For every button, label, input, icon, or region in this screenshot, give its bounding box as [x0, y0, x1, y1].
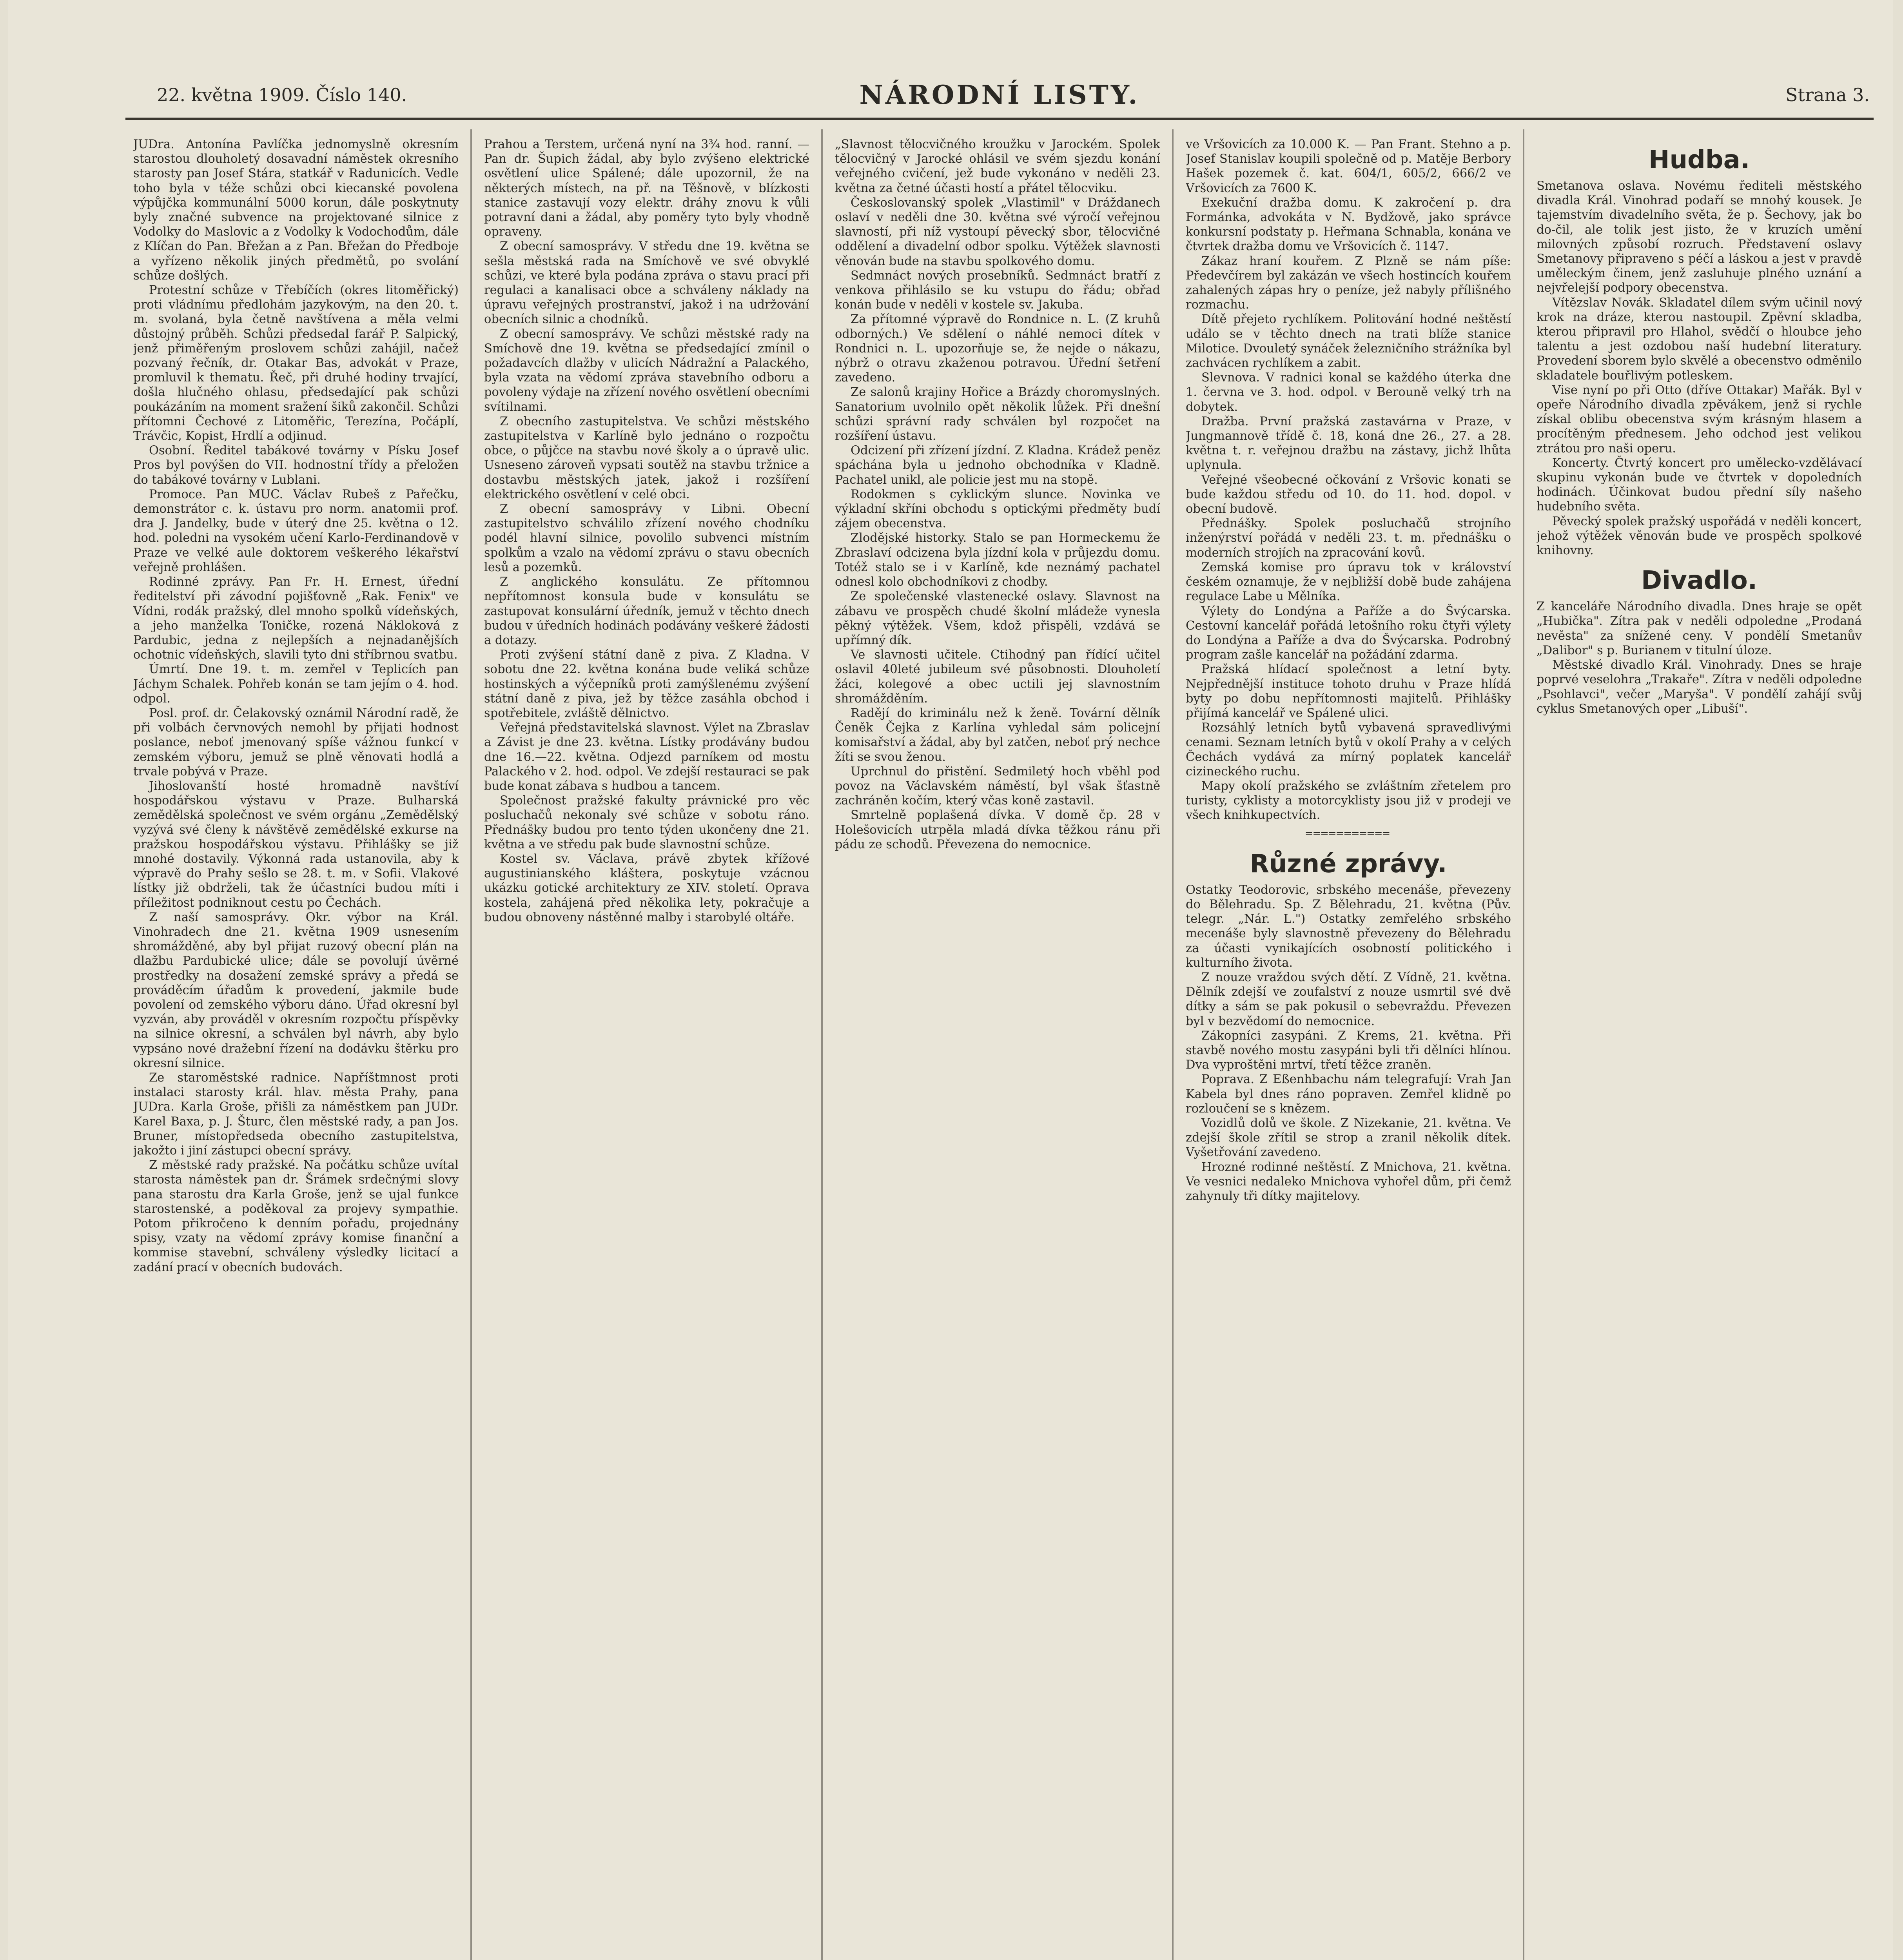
ornament-rule: ═══════════: [1306, 828, 1391, 840]
article-paragraph: Z obecní samosprávy. V středu dne 19. května se sešla městská rada na Smíchově ve své obvyklé schůzi, ve které byla podána zpráva o stavu prací při regulaci a kanalisaci obce a schváleny náklady na úpravu veřejných prostranství, jakož i na udržování obecních silnic a chodníků.: [484, 240, 809, 327]
article-paragraph: Proti zvýšení státní daně z piva. Z Kladna. V sobotu dne 22. května konána bude veliká schůze hostinských a výčepníků proti zamýšlenému zvýšení státní daně z piva, jež by těžce zasáhla obchod i spotřebitele, zvláště dělnictvo.: [484, 648, 809, 720]
article-paragraph: Městské divadlo Král. Vinohrady. Dnes se hraje poprvé veselohra „Trakaře". Zítra v neděli odpoledne „Psohlavci", večer „Maryša". V pondělí zahájí svůj cyklus Smetanových oper „Libuší".: [1537, 658, 1862, 716]
article-paragraph: Rozsáhlý letních bytů vybavená spravedlivými cenami. Seznam letních bytů v okolí Prahy a v celých Čechách vydává za mírný poplatek kancelář cizineckého ruchu.: [1186, 721, 1511, 779]
article-paragraph: Vítězslav Novák. Skladatel dílem svým učinil nový krok na dráze, kterou nastoupil. Zpěvní skladba, kterou připravil pro Hlahol, svědčí o hloubce jeho talentu a jest ozdobou naší hudební literatury. Provedení sborem bylo skvělé a obecenstvo odměnilo skladatele bouřlivým potleskem.: [1537, 296, 1862, 383]
article-paragraph: Úmrtí. Dne 19. t. m. zemřel v Teplicích pan Jáchym Schalek. Pohřeb konán se tam jejím o 4. hod. odpol.: [133, 662, 459, 706]
article-paragraph: Zlodějské historky. Stalo se pan Hormeckemu že Zbraslaví odcizena byla jízdní kola v průjezdu domu. Totéž stalo se i v Karlíně, kde neznámý pachatel odnesl kolo obchodníkovi z chodby.: [835, 531, 1160, 589]
article-paragraph: Z nouze vraždou svých dětí. Z Vídně, 21. května. Dělník zdejší ve zoufalství z nouze usmrtil své dvě dítky a sám se pak pokusil o sebevraždu. Převezen byl v bezvědomí do nemocnice.: [1186, 970, 1511, 1028]
column-5: [1537, 137, 1862, 1960]
article-paragraph: Společnost pražské fakulty právnické pro věc posluchačů nekonaly své schůze v sobotu ráno. Přednášky budou pro tento týden ukončeny dne 21. května a ve středu pak bude slavnostní schůze.: [484, 794, 809, 851]
article-paragraph: Kostel sv. Václava, právě zbytek křížové augustinianského kláštera, poskytuje vzácnou ukázku gotické architektury ze XIV. století. Oprava kostela, zahájená před několika lety, pokračuje a budou obnoveny nástěnné malby i starobylé oltáře.: [484, 852, 809, 924]
article-paragraph: „Slavnost tělocvičného kroužku v Jarockém. Spolek tělocvičný v Jarocké ohlásil ve svém sjezdu konání veřejného cvičení, jež bude vykonáno v neděli 23. května za četné účasti hostí a přátel tělocviku.: [835, 138, 1160, 195]
article-paragraph: ve Vršovicích za 10.000 K. — Pan Frant. Stehno a p. Josef Stanislav koupili společně od p. Matěje Berbory Hašek pozemek č. kat. 604/1, 605/2, 666/2 ve Vršovicích za 7600 K.: [1186, 138, 1511, 195]
article-paragraph: Ze staroměstské radnice. Napříštmnost proti instalaci starosty král. hlav. města Prahy, pana JUDra. Karla Groše, přišli za náměstkem pan JUDr. Karel Baxa, p. J. Šturc, člen městské rady, a pan Jos. Bruner, místopředseda obecního zastupitelstva, jakožto i jiní zástupci obecní správy.: [133, 1071, 459, 1158]
article-paragraph: Hrozné rodinné neštěstí. Z Mnichova, 21. května. Ve vesnici nedaleko Mnichova vyhořel dům, při čemž zahynuly tři dítky majitelovy.: [1186, 1160, 1511, 1203]
column-divider: [1523, 129, 1524, 1960]
article-paragraph: Z obecního zastupitelstva. Ve schůzi městského zastupitelstva v Karlíně bylo jednáno o rozpočtu obce, o půjčce na stavbu nové školy a o úpravě ulic. Usneseno zároveň vypsati soutěž na stavbu tržnice a dostavbu městských jatek, jakož i rozšíření elektrického osvětlení v celé obci.: [484, 414, 809, 501]
article-paragraph: Rodokmen s cyklickým slunce. Novinka ve výkladní skříni obchodu s optickými předměty budí zájem obecenstva.: [835, 487, 1160, 531]
header-rule: [125, 118, 1874, 120]
article-paragraph: Mapy okolí pražského se zvláštním zřetelem pro turisty, cyklisty a motorcyklisty jsou již v prodeji ve všech knihkupectvích.: [1186, 779, 1511, 822]
article-paragraph: Zákopníci zasypáni. Z Krems, 21. května. Při stavbě nového mostu zasypáni byli tři dělníci hlínou. Dva vyproštěni mrtví, třetí těžce zraněn.: [1186, 1029, 1511, 1072]
column-divider: [1172, 129, 1174, 1960]
article-paragraph: Poprava. Z Eßenhbachu nám telegrafují: Vrah Jan Kabela byl dnes ráno popraven. Zemřel klidně po rozloučení se s knězem.: [1186, 1073, 1511, 1116]
article-paragraph: Ze společenské vlastenecké oslavy. Slavnost na zábavu ve prospěch chudé školní mládeže vynesla pěkný výtěžek. Všem, kdož přispěli, vzdává se upřímný dík.: [835, 590, 1160, 647]
column-4: [1186, 137, 1511, 1960]
article-paragraph: Ze salonů krajiny Hořice a Brázdy choromyslných. Sanatorium uvolnilo opět několik lůžek. Při dnešní schůzi správní rady schválen byl rozpočet na rozšíření ústavu.: [835, 385, 1160, 443]
column-divider: [821, 129, 823, 1960]
column-1: [133, 137, 459, 1960]
article-paragraph: Z obecní samosprávy. Ve schůzi městské rady na Smíchově dne 19. května se předsedající zmínil o požadavcích dlažby v ulicích Nádražní a Palackého, byla vzata na vědomí zpráva stavebního odboru a povoleny výdaje na zřízení nového osvětlení obecními svítilnami.: [484, 327, 809, 414]
section-heading: Různé zprávy.: [1250, 849, 1447, 878]
section-heading: Divadlo.: [1641, 566, 1757, 595]
article-paragraph: Z naší samosprávy. Okr. výbor na Král. Vinohradech dne 21. května 1909 usnesením shromážděné, aby byl přijat ruzový obecní plán na dlažbu Pardubické ulice; dále se povolují úvěrné prostředky na dosažení zemské správy a předá se prováděcím úřadům k provedení, jakmile bude povolení od zemského výboru dáno. Úřad okresní byl vyzván, aby prováděl v okresním rozpočtu příspěvky na silnice okresní, a schválen byl návrh, aby bylo vypsáno nové dražební řízení na dodávku štěrku pro okresní silnice.: [133, 910, 459, 1070]
column-divider: [470, 129, 472, 1960]
article-paragraph: Promoce. Pan MUC. Václav Rubeš z Pařečku, demonstrátor c. k. ústavu pro norm. anatomii prof. dra J. Jandelky, bude v úterý dne 25. května o 12. hod. poledni na vysokém učení Karlo-Ferdinandově v Praze ve velké aule doktorem veškerého lékařství veřejně prohlášen.: [133, 487, 459, 574]
issue-date: 22. května 1909. Číslo 140.: [157, 84, 407, 105]
article-paragraph: Jihoslovanští hosté hromadně navštíví hospodářskou výstavu v Praze. Bulharská zemědělská společnost ve svém orgánu „Zemědělský vyzývá své členy k návštěvě zemědělské exkurse na pražskou hospodářskou výstavu. Přihlášky se již mnohé dostavily. Výkonná rada ustanovila, aby k výpravě do Prahy sešlo se 28. t. m. v Sofii. Vlakové lístky již obdrželi, tak že účastníci budou míti i příležitost podniknout cestu po Čechách.: [133, 779, 459, 910]
article-paragraph: Veřejná představitelská slavnost. Výlet na Zbraslav a Závist je dne 23. května. Lístky prodávány budou dne 16.—22. května. Odjezd parníkem od mostu Palackého v 2. hod. odpol. Ve zdejší restauraci se pak bude konat zábava s hudbou a tancem.: [484, 721, 809, 793]
article-paragraph: Koncerty. Čtvrtý koncert pro umělecko-vzdělávací skupinu vykonán bude ve čtvrtek v dopoledních hodinách. Účinkovat budou přední síly našeho hudebního světa.: [1537, 456, 1862, 514]
article-paragraph: Smetanova oslava. Novému řediteli městského divadla Král. Vinohrad podaří se mnohý kousek. Je tajemstvím divadelního světa, že p. Šechovy, jak bo do-čil, ale tolik jest jisto, že v kruzích umění milovných způsobí rozruch. Představení oslavy Smetanovy připraveno s péčí a láskou a jest v pravdě uměleckým činem, jenž zasluhuje plného uznání a nejvřelejší podpory obecenstva.: [1537, 179, 1862, 295]
article-paragraph: Zemská komise pro úpravu tok v království českém oznamuje, že v nejbližší době bude zahájena regulace Labe u Mělníka.: [1186, 560, 1511, 604]
article-paragraph: Dítě přejeto rychlíkem. Politování hodné neštěstí událo se v těchto dnech na trati blíže stanice Milotice. Dvouletý synáček železničního strážníka byl zachvácen rychlíkem a zabit.: [1186, 312, 1511, 370]
article-paragraph: Českoslovanský spolek „Vlastimil" v Dráždanech oslaví v neděli dne 30. května své výročí veřejnou slavností, při níž vystoupí pěvecký sbor, tělocvičné oddělení a divadelní odbor spolku. Výtěžek slavnosti věnován bude na stavbu spolkového domu.: [835, 196, 1160, 268]
page-header: [125, 80, 1874, 120]
section-heading: Hudba.: [1648, 145, 1750, 174]
article-paragraph: Výlety do Londýna a Paříže a do Švýcarska. Cestovní kancelář pořádá letošního roku čtyři výlety do Londýna a Paříže a dva do Švýcarska. Podrobný program zašle kancelář na požádání zdarma.: [1186, 604, 1511, 662]
article-paragraph: Vise nyní po při Otto (dříve Ottakar) Mařák. Byl v opeře Národního divadla zpěvákem, jenž si rychle získal oblibu obecenstva svým krásným hlasem a procítěným přednesem. Jeho odchod jest velikou ztrátou pro naši operu.: [1537, 383, 1862, 456]
page-number: Strana 3.: [1785, 84, 1870, 105]
article-paragraph: Ostatky Teodorovic, srbského mecenáše, převezeny do Bělehradu. Sp. Z Bělehradu, 21. května (Pův. telegr. „Nár. L.") Ostatky zemřelého srbského mecenáše byly slavnostně převezeny do Bělehradu za účasti vynikajících osobností politického i kulturního života.: [1186, 883, 1511, 970]
article-paragraph: Vozidlů dolů ve škole. Z Nizekanie, 21. května. Ve zdejší škole zřítil se strop a zranil několik dítek. Vyšetřování zavedeno.: [1186, 1116, 1511, 1160]
article-paragraph: Posl. prof. dr. Čelakovský oznámil Národní radě, že při volbách červnových nemohl by přijati hodnost poslance, neboť jmenovaný spíše vážnou funkcí v zemském výboru, jemuž se plně věnovati hodlá a trvale pobývá v Praze.: [133, 706, 459, 779]
article-paragraph: Z anglického konsulátu. Ze přítomnou nepřítomnost konsula bude v konsulátu se zastupovat konsulární úředník, jemuž v těchto dnech budou v úředních hodinách podávány veškeré žádosti a dotazy.: [484, 575, 809, 647]
article-paragraph: Osobní. Ředitel tabákové továrny v Písku Josef Pros byl povýšen do VII. hodnostní třídy a přeložen do tabákové továrny v Lublani.: [133, 444, 459, 487]
article-paragraph: Z městské rady pražské. Na počátku schůze uvítal starosta náměstek pan dr. Šrámek srdečnými slovy pana starostu dra Karla Groše, jenž se ujal funkce starostenské, a poděkoval za projevy sympathie. Potom přikročeno k denním pořadu, projednány spisy, vzaty na vědomí zprávy komise finanční a kommise stavební, schváleny výsledky licitací a zadání prací v obecních budovách.: [133, 1158, 459, 1274]
article-paragraph: Protestní schůze v Třebíčích (okres litoměřický) proti vládnímu předlohám jazykovým, na den 20. t. m. svolaná, byla četně navštívena a měla velmi důstojný průběh. Schůzi předsedal farář P. Salpický, jenž přiměřeným proslovem schůzi zahájil, načež pozvaný řečník, dr. Otakar Bas, advokát v Praze, promluvil k thematu. Řeč, při druhé hodiny trvající, došla hlučného ohlasu, předsedající pak schůzi poukázáním na moment sražení šiků zakončil. Schůzi přítomni Čechové z Litoměřic, Terezína, Počáplí, Trávčic, Kopist, Hrdlí a odjinud.: [133, 283, 459, 443]
article-paragraph: Přednášky. Spolek posluchačů strojního inženýrství pořádá v neděli 23. t. m. přednášku o moderních strojích na zpracování kovů.: [1186, 517, 1511, 560]
article-paragraph: Prahou a Terstem, určená nyní na 3¾ hod. ranní. — Pan dr. Šupich žádal, aby bylo zvýšeno elektrické osvětlení ulice Spálené; dále upozornil, že na některých místech, na př. na Těšnově, v blízkosti stanice zastavují vozy elektr. dráhy znovu k vůli potravní dani a žádal, aby poměry tyto byly vhodně opraveny.: [484, 138, 809, 239]
article-paragraph: Veřejné všeobecné očkování z Vršovic konati se bude každou středu od 10. do 11. hod. dopol. v obecní budově.: [1186, 473, 1511, 516]
article-paragraph: Ve slavnosti učitele. Ctihodný pan řídící učitel oslavil 40leté jubileum své působnosti. Dlouholetí žáci, kolegové a obec uctili jej slavnostním shromážděním.: [835, 648, 1160, 706]
article-paragraph: Dražba. První pražská zastavárna v Praze, v Jungmannově třídě č. 18, koná dne 26., 27. a 28. května t. r. veřejnou dražbu na zástavy, jichž lhůta uplynula.: [1186, 414, 1511, 472]
article-paragraph: Sedmnáct nových prosebníků. Sedmnáct bratří z venkova přihlásilo se ku vstupu do řádu; obřad konán bude v neděli v kostele sv. Jakuba.: [835, 269, 1160, 312]
newspaper-page: [8, 0, 1893, 1960]
article-paragraph: Zákaz hraní kouřem. Z Plzně se nám píše: Předevčírem byl zakázán ve všech hostincích kouřem zahalených zápas hry o peníze, jež nabyly přílišného rozmachu.: [1186, 254, 1511, 312]
column-2: [484, 137, 809, 1960]
article-paragraph: Uprchnul do přistění. Sedmiletý hoch vběhl pod povoz na Václavském náměstí, byl však šťastně zachráněn kočím, který včas koně zastavil.: [835, 764, 1160, 808]
article-paragraph: Smrtelně poplašená dívka. V domě čp. 28 v Holešovicích utrpěla mladá dívka těžkou ránu při pádu ze schodů. Převezena do nemocnice.: [835, 808, 1160, 851]
article-paragraph: Rodinné zprávy. Pan Fr. H. Ernest, úřední ředitelství při závodní pojišťovně „Rak. Fenix" ve Vídni, rodák pražský, dlel mnoho spolků vídeňských, a jeho manželka Toničke, rozená Nákloková z Pardubic, jedna z nejlepších a nejnadanějších ochotnic vídeňských, slavili tyto dni stříbrnou svatbu.: [133, 575, 459, 662]
article-paragraph: Slevnova. V radnici konal se každého úterka dne 1. června ve 3. hod. odpol. v Berouně velký trh na dobytek.: [1186, 371, 1511, 414]
article-paragraph: Z obecní samosprávy v Libni. Obecní zastupitelstvo schválilo zřízení nového chodníku podél hlavní silnice, povolilo subvenci místním spolkům a vzalo na vědomí zprávu o stavu obecních lesů a pozemků.: [484, 502, 809, 574]
article-paragraph: Exekuční dražba domu. K zakročení p. dra Formánka, advokáta v N. Bydžově, jako správce konkursní podstaty p. Heřmana Schnabla, konána ve čtvrtek dražba domu ve Vršovicích č. 1147.: [1186, 196, 1511, 254]
article-paragraph: Za přítomné výpravě do Rondnice n. L. (Z kruhů odborných.) Ve sdělení o náhlé nemoci dítek v Rondnici n. L. upozorňuje se, že nejde o nákazu, nýbrž o otravu zkaženou potravou. Úřední šetření zavedeno.: [835, 312, 1160, 385]
article-paragraph: Pražská hlídací společnost a letní byty. Nejpřednější instituce tohoto druhu v Praze hlídá byty po dobu nepřítomnosti majitelů. Přihlášky přijímá kancelář ve Spálené ulici.: [1186, 662, 1511, 720]
article-paragraph: Radějí do kriminálu než k ženě. Tovární dělník Čeněk Čejka z Karlína vyhledal sám policejní komisařství a žádal, aby byl zatčen, neboť prý nechce žíti se svou ženou.: [835, 706, 1160, 764]
masthead-title: NÁRODNÍ LISTY.: [859, 80, 1140, 110]
article-paragraph: Odcizení při zřízení jízdní. Z Kladna. Krádež peněz spáchána byla u jednoho obchodníka v Kladně. Pachatel unikl, ale policie jest mu na stopě.: [835, 444, 1160, 487]
article-paragraph: Pěvecký spolek pražský uspořádá v neděli koncert, jehož výtěžek věnován bude ve prospěch spolkové knihovny.: [1537, 514, 1862, 558]
article-paragraph: Z kanceláře Národního divadla. Dnes hraje se opět „Hubička". Zítra pak v neděli odpoledne „Prodaná nevěsta" za snížené ceny. V pondělí Smetanův „Dalibor" s p. Burianem v titulní úloze.: [1537, 600, 1862, 657]
article-paragraph: JUDra. Antonína Pavlíčka jednomyslně okresním starostou dlouholetý dosavadní náměstek okresního starosty pan Josef Stára, statkář v Radunicích. Vedle toho byla v téže schůzi obci kiecanské povolena výpůjčka kommunální 5000 korun, dále poskytnuty byly značné subvence na projektované silnice z Vodolky do Maslovic a z Vodolky k Vodochodům, dále z Klíčan do Pan. Břežan a z Pan. Břežan do Předboje a vyřízeno několik jiných předmětů, po svolání schůze došlých.: [133, 138, 459, 283]
column-3: [835, 137, 1160, 1960]
